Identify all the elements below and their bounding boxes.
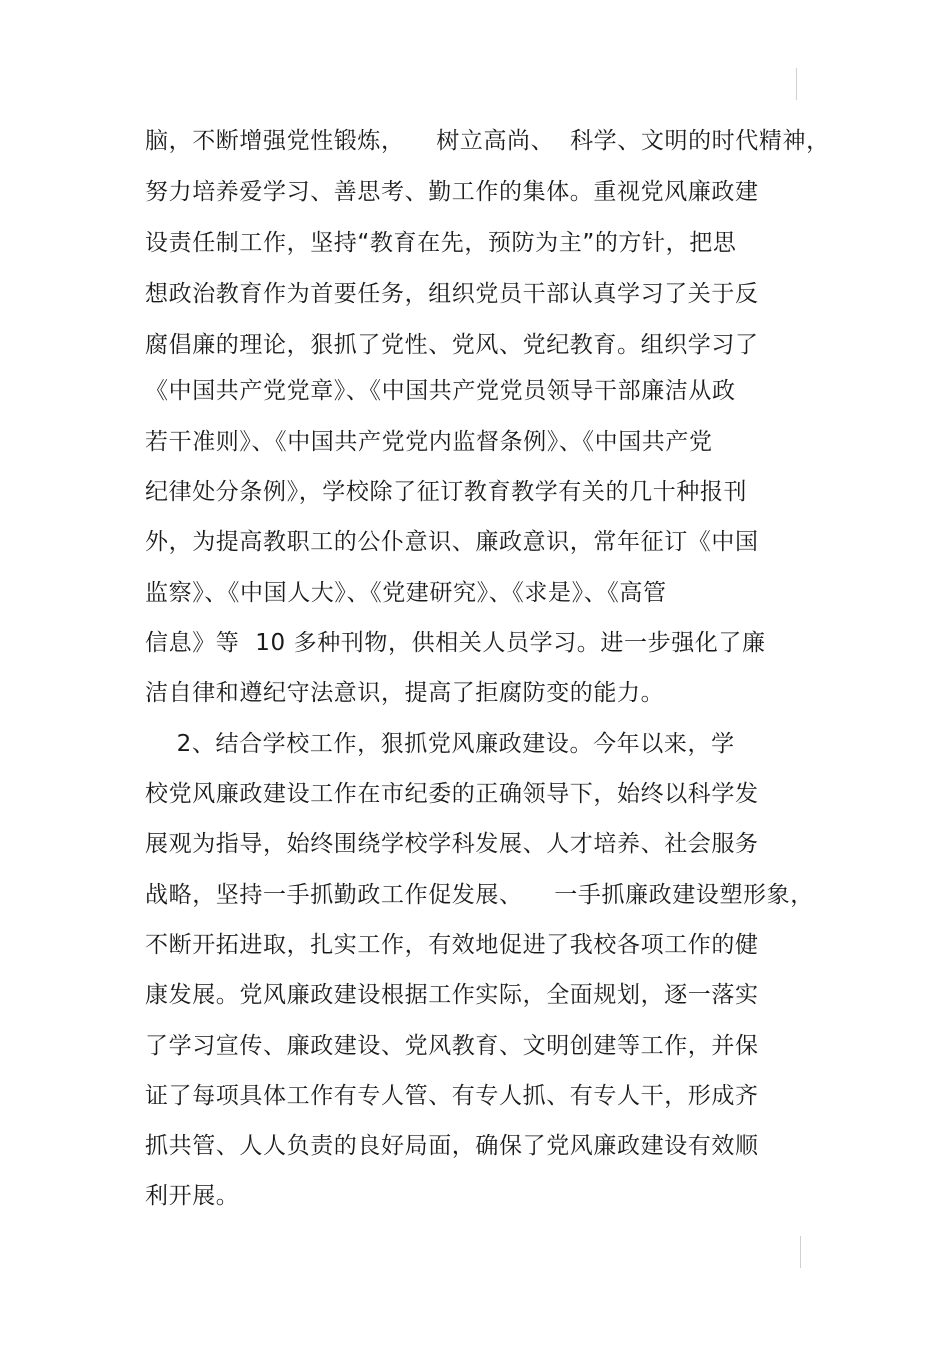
text-line: 努力培养爱学习、善思考、勤工作的集体。重视党风廉政建 [145, 179, 759, 205]
text-line: 腐倡廉的理论，狠抓了党性、党风、党纪教育。组织学习了 [145, 332, 759, 358]
paragraph-start-line: 2、结合学校工作，狠抓党风廉政建设。今年以来，学 [145, 731, 735, 757]
text-line: 纪律处分条例》，学校除了征订教育教学有关的几十种报刊 [145, 479, 748, 505]
text-line: 利开展。 [145, 1183, 240, 1209]
text-line: 若干准则》、《中国共产党党内监督条例》、《中国共产党 [145, 429, 713, 455]
text-line: 不断开拓进取，扎实工作，有效地促进了我校各项工作的健 [145, 932, 759, 958]
text-line: 外，为提高教职工的公仆意识、廉政意识，常年征订《中国 [145, 529, 759, 555]
text-line: 战略，坚持一手抓勤政工作促发展、 一手抓廉政建设塑形象， [145, 882, 814, 908]
text-line: 《中国共产党党章》、《中国共产党党员领导干部廉洁从政 [145, 378, 736, 404]
page-edge-mark-bottom [800, 1236, 801, 1268]
page-edge-mark-top [796, 68, 797, 100]
text-line: 设责任制工作，坚持“教育在先，预防为主”的方针，把思 [145, 230, 737, 256]
text-line: 信息》等 10 多种刊物，供相关人员学习。进一步强化了廉 [145, 630, 766, 656]
text-line: 校党风廉政建设工作在市纪委的正确领导下，始终以科学发 [145, 781, 759, 807]
text-line: 脑，不断增强党性锻炼， 树立高尚、 科学、文明的时代精神， [145, 128, 830, 154]
text-line: 康发展。党风廉政建设根据工作实际，全面规划，逐一落实 [145, 982, 759, 1008]
text-line: 了学习宣传、廉政建设、党风教育、文明创建等工作，并保 [145, 1033, 759, 1059]
text-line: 证了每项具体工作有专人管、有专人抓、有专人干，形成齐 [145, 1083, 759, 1109]
text-line: 洁自律和遵纪守法意识，提高了拒腐防变的能力。 [145, 680, 665, 706]
text-line: 监察》、《中国人大》、《党建研究》、《求是》、《高管 [145, 580, 667, 606]
text-line: 展观为指导，始终围绕学校学科发展、人才培养、社会服务 [145, 831, 759, 857]
text-line: 想政治教育作为首要任务，组织党员干部认真学习了关于反 [145, 281, 759, 307]
text-line: 抓共管、人人负责的良好局面，确保了党风廉政建设有效顺 [145, 1133, 759, 1159]
